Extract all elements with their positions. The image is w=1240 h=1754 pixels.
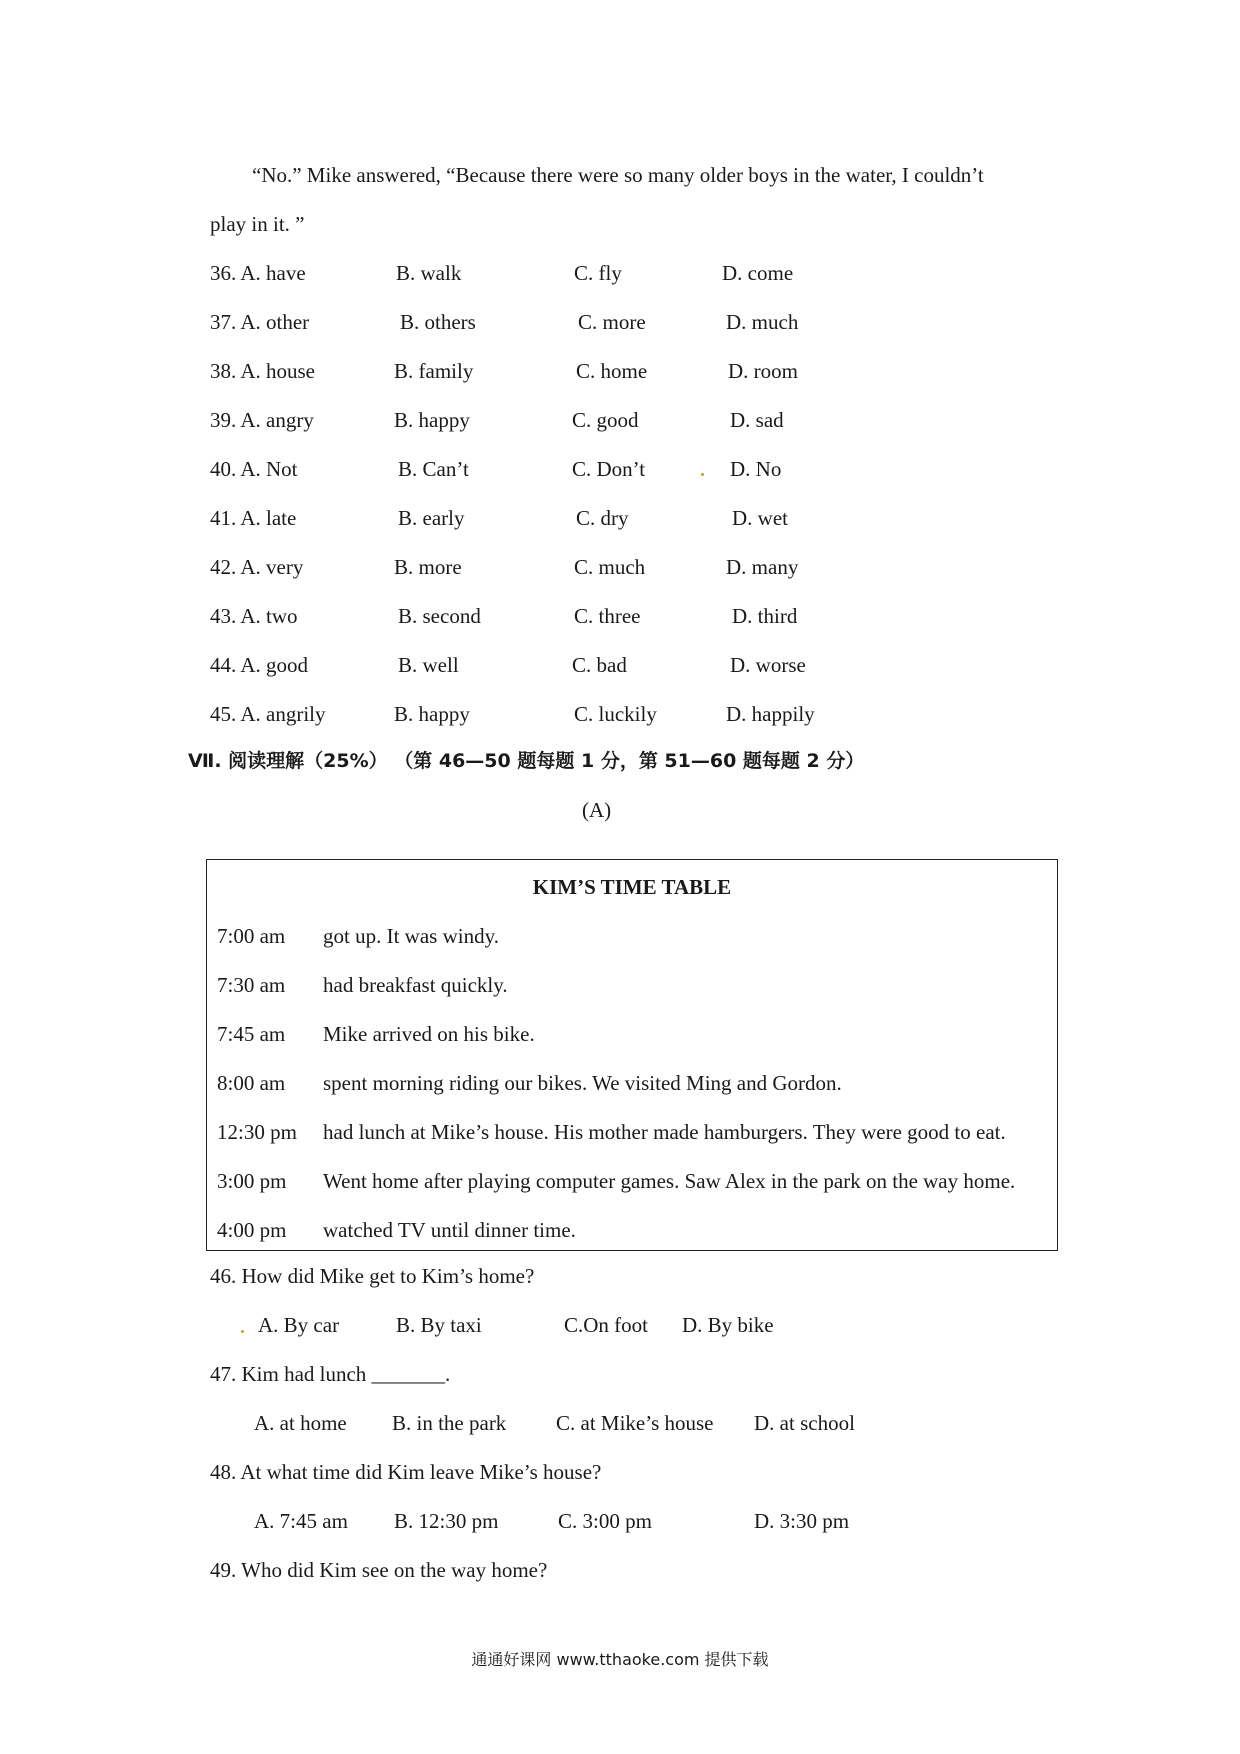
timetable-time: 12:30 pm xyxy=(217,1120,297,1144)
option-a: 36. A. have xyxy=(210,261,306,285)
option-a: 37. A. other xyxy=(210,310,310,334)
stray-dot-mark xyxy=(701,473,704,476)
option-c: C. 3:00 pm xyxy=(558,1509,652,1533)
cloze-question-42 xyxy=(210,554,1010,580)
timetable-time: 7:00 am xyxy=(217,924,286,948)
option-d: D. many xyxy=(726,555,799,579)
option-a: 39. A. angry xyxy=(210,408,314,432)
option-a: A. 7:45 am xyxy=(254,1509,348,1533)
option-a: 41. A. late xyxy=(210,506,297,530)
timetable-row xyxy=(217,1070,1057,1096)
option-d: D. wet xyxy=(732,506,788,530)
question-46-options xyxy=(258,1312,1058,1338)
option-b: B. By taxi xyxy=(396,1313,482,1337)
timetable-time: 7:30 am xyxy=(217,973,286,997)
timetable-row xyxy=(217,972,1057,998)
cloze-question-41 xyxy=(210,505,1010,531)
timetable-row xyxy=(217,1021,1057,1047)
timetable-box xyxy=(206,859,1058,1251)
option-d: D. come xyxy=(722,261,794,285)
cloze-question-36 xyxy=(210,260,1010,286)
option-a: A. at home xyxy=(254,1411,347,1435)
timetable-row xyxy=(217,923,1057,949)
option-c: C. bad xyxy=(572,653,627,677)
option-a: 44. A. good xyxy=(210,653,309,677)
option-b: B. second xyxy=(398,604,481,628)
timetable-title: KIM’S TIME TABLE xyxy=(532,875,732,899)
option-d: D. happily xyxy=(726,702,815,726)
option-d: D. at school xyxy=(754,1411,855,1435)
question-48-options xyxy=(254,1508,1054,1534)
option-b: B. more xyxy=(394,555,462,579)
timetable-event: Mike arrived on his bike. xyxy=(323,1022,535,1046)
option-d: D. much xyxy=(726,310,799,334)
option-c: C. Don’t xyxy=(572,457,646,481)
option-b: B. 12:30 pm xyxy=(394,1509,499,1533)
option-d: D. 3:30 pm xyxy=(754,1509,850,1533)
option-c: C. good xyxy=(572,408,639,432)
timetable-row xyxy=(217,1217,1057,1243)
timetable-row xyxy=(217,1119,1057,1145)
option-a: 40. A. Not xyxy=(210,457,298,481)
option-b: B. well xyxy=(398,653,459,677)
timetable-time: 7:45 am xyxy=(217,1022,286,1046)
timetable-time: 4:00 pm xyxy=(217,1218,287,1242)
option-b: B. walk xyxy=(396,261,462,285)
cloze-question-37 xyxy=(210,309,1010,335)
option-d: D. By bike xyxy=(682,1313,774,1337)
timetable-event: had breakfast quickly. xyxy=(323,973,508,997)
option-d: D. worse xyxy=(730,653,806,677)
option-c: C. fly xyxy=(574,261,622,285)
timetable-event: watched TV until dinner time. xyxy=(323,1218,576,1242)
option-d: D. sad xyxy=(730,408,784,432)
option-a: A. By car xyxy=(258,1313,340,1337)
question-49-stem: 49. Who did Kim see on the way home? xyxy=(210,1558,548,1582)
option-c: C. more xyxy=(578,310,646,334)
question-47-options xyxy=(254,1410,1054,1436)
option-b: B. others xyxy=(400,310,476,334)
option-c: C.On foot xyxy=(564,1313,648,1337)
cloze-question-39 xyxy=(210,407,1010,433)
option-a: 42. A. very xyxy=(210,555,304,579)
option-b: B. happy xyxy=(394,702,470,726)
question-46-stem: 46. How did Mike get to Kim’s home? xyxy=(210,1264,535,1288)
option-b: B. family xyxy=(394,359,474,383)
timetable-event: spent morning riding our bikes. We visited Ming and Gordon. xyxy=(323,1071,842,1095)
option-a: 38. A. house xyxy=(210,359,315,383)
option-a: 43. A. two xyxy=(210,604,298,628)
cloze-question-43 xyxy=(210,603,1010,629)
timetable-event: got up. It was windy. xyxy=(323,924,499,948)
option-c: C. luckily xyxy=(574,702,657,726)
page-footer: 通通好课网 www.tthaoke.com 提供下载 xyxy=(471,1650,769,1669)
option-c: C. at Mike’s house xyxy=(556,1411,714,1435)
question-48-stem: 48. At what time did Kim leave Mike’s house? xyxy=(210,1460,602,1484)
option-b: B. in the park xyxy=(392,1411,507,1435)
stray-dot-mark xyxy=(241,1330,244,1333)
cloze-question-40 xyxy=(210,456,1010,482)
timetable-time: 3:00 pm xyxy=(217,1169,287,1193)
option-b: B. happy xyxy=(394,408,470,432)
timetable-event: Went home after playing computer games. Saw Alex in the park on the way home. xyxy=(323,1169,1016,1193)
timetable-time: 8:00 am xyxy=(217,1071,286,1095)
option-d: D. room xyxy=(728,359,798,383)
passage-line-2: play in it. ” xyxy=(210,212,305,236)
option-b: B. early xyxy=(398,506,465,530)
cloze-question-38 xyxy=(210,358,1010,384)
option-c: C. home xyxy=(576,359,648,383)
question-47-stem: 47. Kim had lunch _______. xyxy=(210,1362,451,1386)
part-label: (A) xyxy=(582,798,612,822)
option-d: D. third xyxy=(732,604,798,628)
option-a: 45. A. angrily xyxy=(210,702,326,726)
cloze-question-45 xyxy=(210,701,1010,727)
cloze-question-44 xyxy=(210,652,1010,678)
option-c: C. three xyxy=(574,604,641,628)
section-heading: Ⅶ. 阅读理解（25%） （第 46—50 题每题 1 分，第 51—60 题每题 2 分） xyxy=(188,750,865,772)
timetable-row xyxy=(217,1168,1057,1194)
timetable-event: had lunch at Mike’s house. His mother made hamburgers. They were good to eat. xyxy=(323,1120,1006,1144)
passage-line-1: “No.” Mike answered, “Because there were so many older boys in the water, I couldn’t xyxy=(252,163,984,187)
option-c: C. much xyxy=(574,555,646,579)
option-d: D. No xyxy=(730,457,782,481)
option-c: C. dry xyxy=(576,506,629,530)
option-b: B. Can’t xyxy=(398,457,469,481)
